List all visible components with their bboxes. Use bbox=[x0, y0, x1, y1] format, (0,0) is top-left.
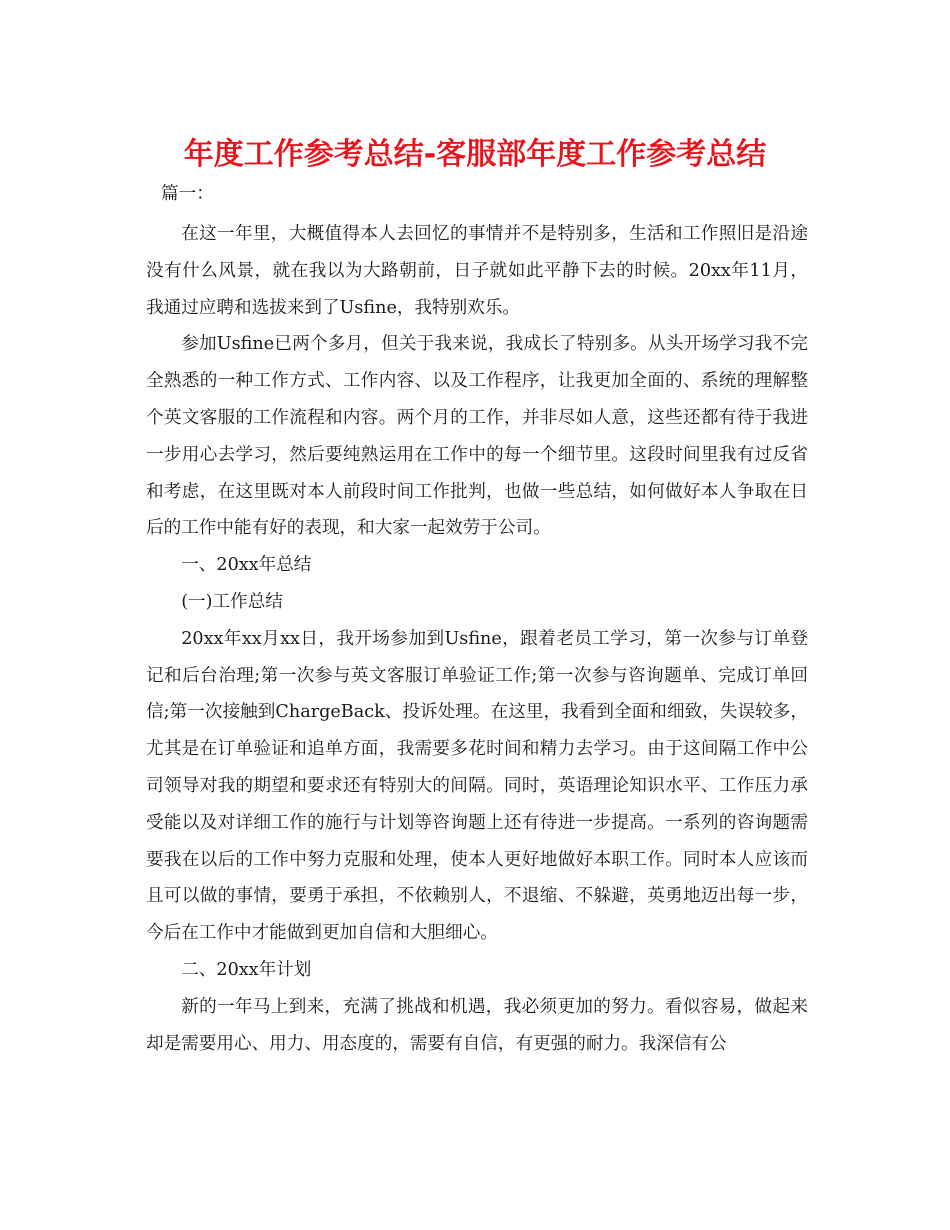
paragraph-plan: 新的一年马上到来，充满了挑战和机遇，我必须更加的努力。看似容易，做起来却是需要用心、用力、用态度的，需要有自信，有更强的耐力。我深信有公 bbox=[146, 996, 808, 1054]
heading-summary: 一、20xx年总结 bbox=[181, 555, 312, 576]
paragraph-growth: 参加Usfine已两个多月，但关于我来说，我成长了特别多。从头开场学习我不完全熟悉的一种工作方式、工作内容、以及工作程序，让我更加全面的、系统的理解整个英文客服的工作流程和内容。两个月的工作，并非尽如人意，这些还都有待于我进一步用心去学习，然后要纯熟运用在工作中的每一个细节里。这段时间里我有过反省和考虑，在这里既对本人前段时间工作批判，也做一些总结，如何做好本人争取在日后的工作中能有好的表现，和大家一起效劳于公司。 bbox=[146, 334, 808, 539]
paragraph-intro: 在这一年里，大概值得本人去回忆的事情并不是特别多，生活和工作照旧是沿途没有什么风景，就在我以为大路朝前，日子就如此平静下去的时候。20xx年11月，我通过应聘和选拔来到了Usfine，我特别欢乐。 bbox=[146, 224, 808, 318]
heading-plan: 二、20xx年计划 bbox=[181, 959, 312, 980]
document-body bbox=[146, 180, 808, 1062]
section-label: 篇一： bbox=[161, 184, 214, 204]
document-title: 年度工作参考总结-客服部年度工作参考总结 bbox=[183, 137, 767, 172]
subheading-work-summary: (一)工作总结 bbox=[181, 591, 283, 612]
paragraph-work-detail: 20xx年xx月xx日，我开场参加到Usfine，跟着老员工学习，第一次参与订单登记和后台治理;第一次参与英文客服订单验证工作;第一次参与咨询题单、完成订单回信;第一次接触到ChargeBack、投诉处理。在这里，我看到全面和细致，失误较多，尤其是在订单验证和追单方面，我需要多花时间和精力去学习。由于这间隔工作中公司领导对我的期望和要求还有特别大的间隔。同时，英语理论知识水平、工作压力承受能以及对详细工作的施行与计划等咨询题上还有待进一步提高。一系列的咨询题需要我在以后的工作中努力克服和处理，使本人更好地做好本职工作。同时本人应该而且可以做的事情，要勇于承担，不依赖别人，不退缩、不躲避，英勇地迈出每一步，今后在工作中才能做到更加自信和大胆细心。 bbox=[146, 628, 808, 944]
